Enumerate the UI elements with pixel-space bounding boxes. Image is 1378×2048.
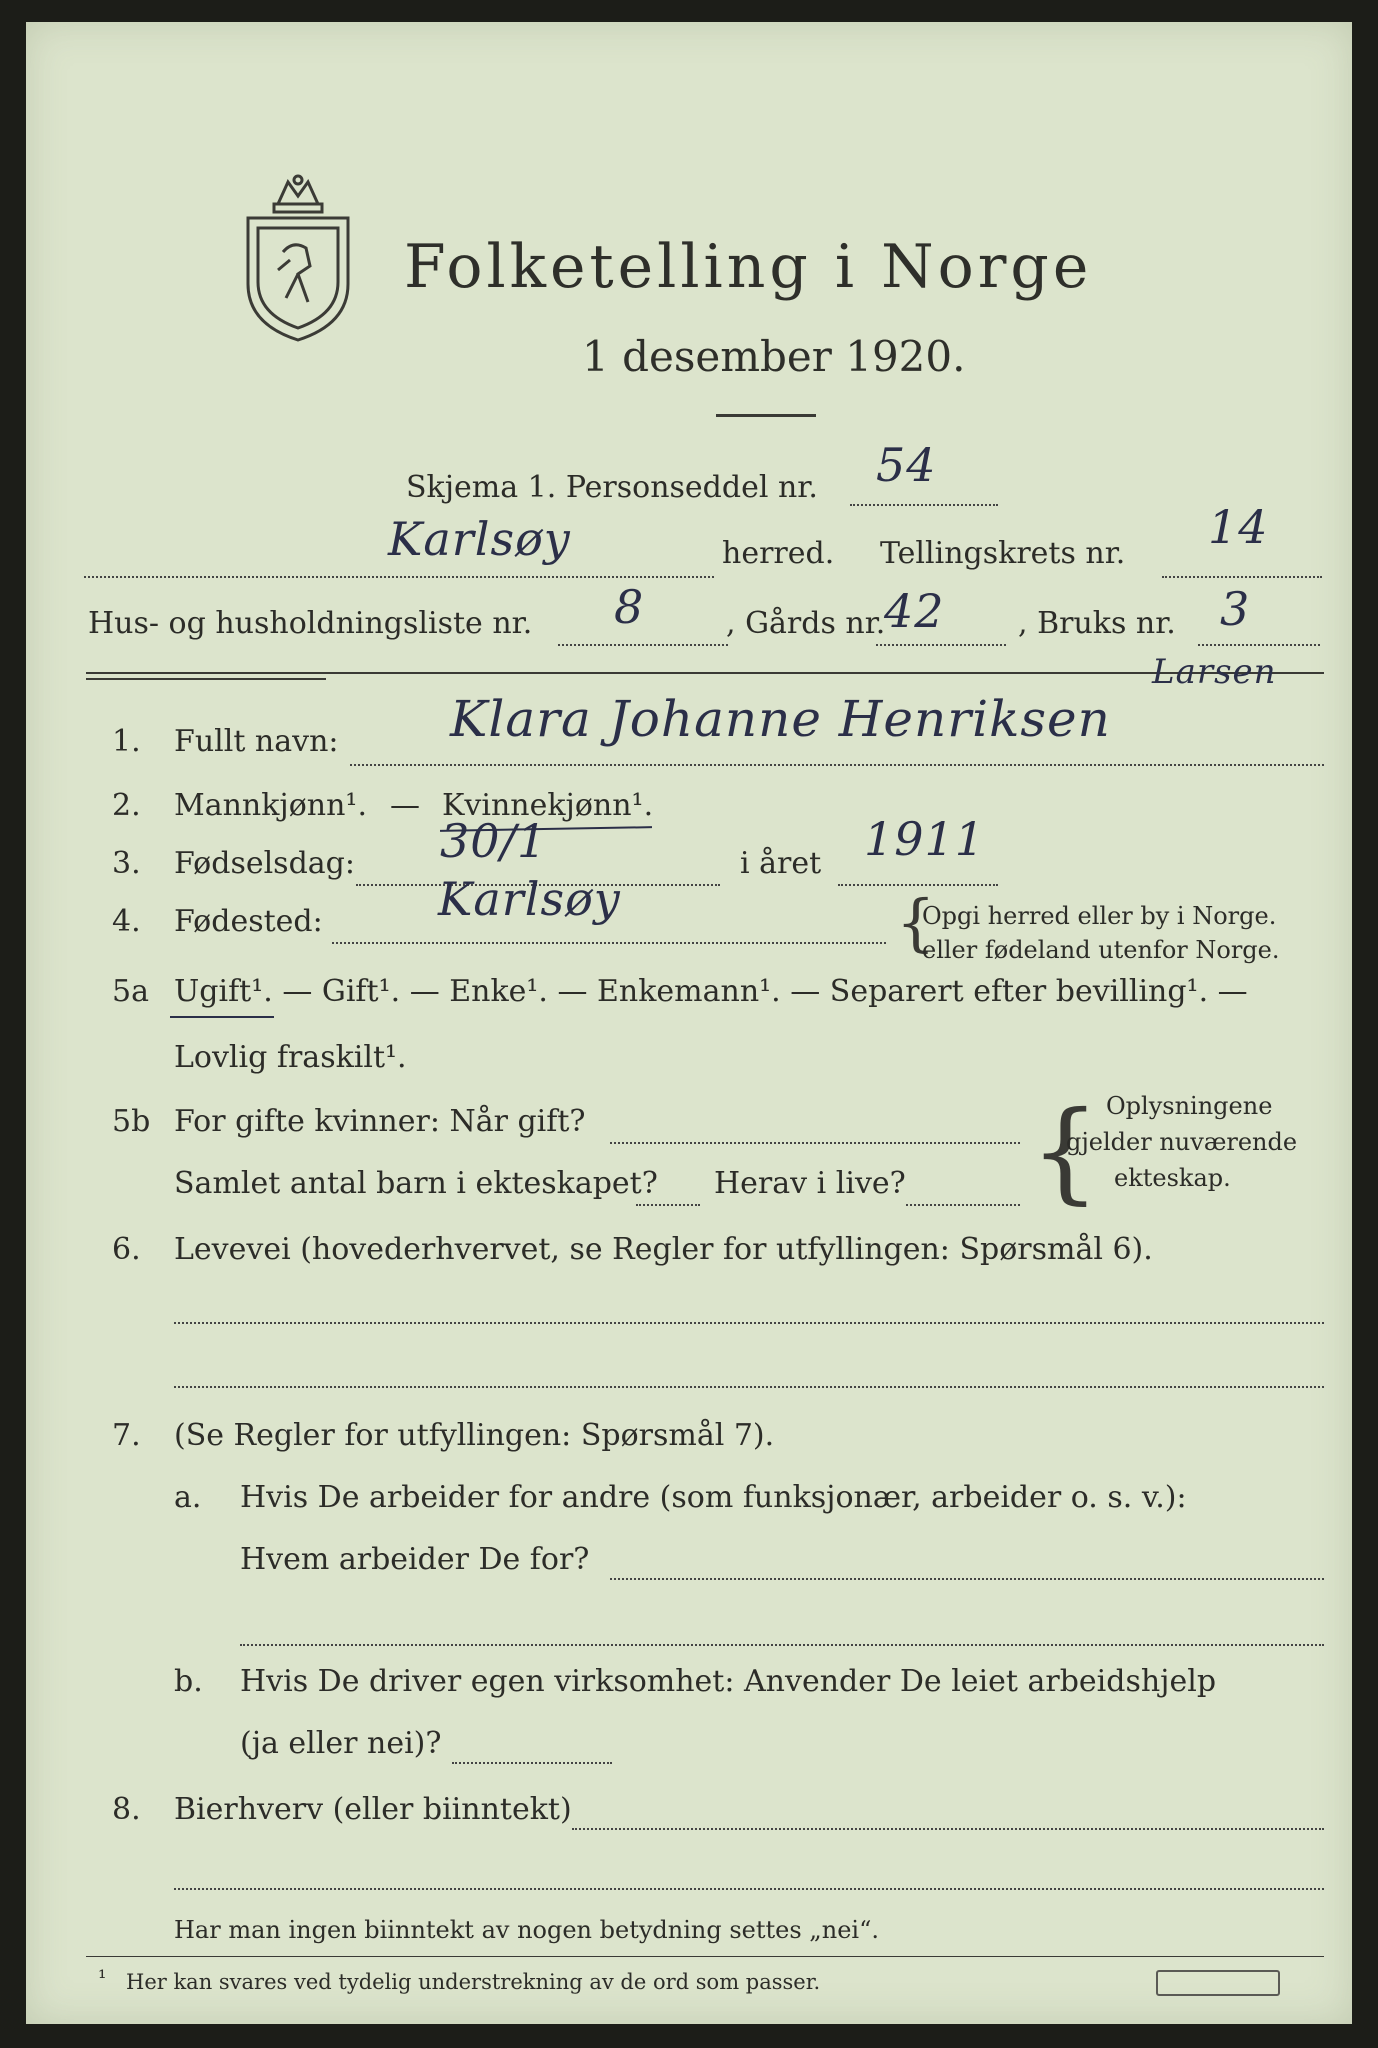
q3-label: Fødselsdag: <box>174 846 355 881</box>
q8-number: 8. <box>112 1792 141 1827</box>
coat-of-arms-icon <box>238 174 358 344</box>
q2-female[interactable]: Kvinnekjønn¹. <box>442 788 654 823</box>
footnote-number: ¹ <box>98 1966 107 1990</box>
q3-year-label: i året <box>740 846 822 881</box>
q4-label: Fødested: <box>174 904 323 939</box>
q7b-line1: Hvis De driver egen virksomhet: Anvender De leiet arbeidshjelp <box>240 1664 1217 1699</box>
q4-value[interactable]: Karlsøy <box>438 872 621 926</box>
q4-line <box>332 942 886 944</box>
bruks-value[interactable]: 3 <box>1220 582 1251 636</box>
header-rule-short <box>86 678 326 680</box>
gards-line <box>876 644 1006 646</box>
q5b-alive-line <box>906 1204 1020 1206</box>
printer-stamp <box>1156 1970 1280 1996</box>
q7a-number: a. <box>174 1480 202 1515</box>
q2-male[interactable]: Mannkjønn¹. <box>174 788 367 823</box>
q5b-note-2: gjelder nuværende <box>1066 1128 1298 1156</box>
q7-number: 7. <box>112 1418 141 1453</box>
q1-number: 1. <box>112 724 141 759</box>
q7a-line-answer <box>610 1578 1324 1580</box>
q3-value[interactable]: 30/1 <box>440 814 548 868</box>
q4-number: 4. <box>112 904 141 939</box>
q1-label: Fullt navn: <box>174 724 339 759</box>
skjema-label: Skjema 1. Personseddel nr. <box>406 470 818 505</box>
census-date: 1 desember 1920. <box>582 332 966 381</box>
q5b-married-line <box>610 1142 1020 1144</box>
herred-line <box>84 576 714 578</box>
hus-value[interactable]: 8 <box>614 580 645 634</box>
q8-line <box>572 1828 1324 1830</box>
q5a-line1[interactable]: Ugift¹. — Gift¹. — Enke¹. — Enkemann¹. — Separert efter bevilling¹. — <box>174 974 1248 1009</box>
skjema-line <box>850 504 998 506</box>
q7a-line-extra <box>240 1644 1324 1646</box>
q2-number: 2. <box>112 788 141 823</box>
q7a-line2: Hvem arbeider De for? <box>240 1542 590 1577</box>
bruks-label: , Bruks nr. <box>1018 606 1176 641</box>
q7-label: (Se Regler for utfyllingen: Spørsmål 7). <box>174 1418 775 1453</box>
q4-note-2: eller fødeland utenfor Norge. <box>922 936 1280 964</box>
tellingskrets-line <box>1162 576 1322 578</box>
q5a-ugift-underline <box>170 1016 274 1018</box>
q3-year-value[interactable]: 1911 <box>864 812 986 866</box>
census-form <box>26 22 1352 2024</box>
title-divider <box>716 414 816 417</box>
q8-label: Bierhverv (eller biinntekt) <box>174 1792 572 1827</box>
tellingskrets-label: Tellingskrets nr. <box>880 536 1126 571</box>
q2-sep: — <box>390 788 420 823</box>
q4-note-1: Opgi herred eller by i Norge. <box>922 902 1277 930</box>
q7b-number: b. <box>174 1664 203 1699</box>
q7b-line-answer <box>452 1762 612 1764</box>
q5b-children-line <box>636 1204 700 1206</box>
skjema-value[interactable]: 54 <box>876 438 937 492</box>
q1-line <box>350 764 1324 766</box>
q1-value[interactable]: Klara Johanne Henriksen <box>450 690 1111 748</box>
q5b-note-1: Oplysningene <box>1106 1092 1273 1120</box>
q5a-line2[interactable]: Lovlig fraskilt¹. <box>174 1040 407 1075</box>
hus-label: Hus- og husholdningsliste nr. <box>88 606 533 641</box>
form-title: Folketelling i Norge <box>404 232 1093 302</box>
q7b-line2: (ja eller nei)? <box>240 1726 442 1761</box>
gards-value[interactable]: 42 <box>884 584 945 638</box>
q6-line-2 <box>174 1386 1324 1388</box>
tellingskrets-value[interactable]: 14 <box>1208 500 1269 554</box>
footnote-text: Her kan svares ved tydelig understrekning av de ord som passer. <box>126 1970 821 1994</box>
q4-brace: { <box>896 886 936 959</box>
q5a-number: 5a <box>112 974 149 1009</box>
q5b-note-3: ekteskap. <box>1114 1164 1231 1192</box>
q6-line-1 <box>174 1322 1324 1324</box>
q7a-line1: Hvis De arbeider for andre (som funksjonær, arbeider o. s. v.): <box>240 1480 1187 1515</box>
herred-label: herred. <box>722 536 835 571</box>
q5b-number: 5b <box>112 1104 151 1139</box>
q5b-children-label: Samlet antal barn i ekteskapet? <box>174 1166 658 1201</box>
q5b-label: For gifte kvinner: Når gift? <box>174 1104 586 1139</box>
q6-number: 6. <box>112 1232 141 1267</box>
footer-rule <box>86 1956 1324 1957</box>
q6-label: Levevei (hovederhvervet, se Regler for utfyllingen: Spørsmål 6). <box>174 1232 1153 1267</box>
q3-number: 3. <box>112 846 141 881</box>
herred-value[interactable]: Karlsøy <box>388 512 571 566</box>
hus-line <box>558 644 728 646</box>
header-rule-top <box>86 672 1324 674</box>
gards-label: , Gårds nr. <box>726 606 886 641</box>
q5b-brace: { <box>1030 1087 1100 1215</box>
q5b-alive-label: Herav i live? <box>714 1166 906 1201</box>
bruks-line <box>1198 644 1320 646</box>
q8-line-2 <box>174 1888 1324 1890</box>
footer-note: Har man ingen biinntekt av nogen betydning settes „nei“. <box>174 1916 879 1944</box>
q1-correction[interactable]: Larsen <box>1152 652 1277 692</box>
